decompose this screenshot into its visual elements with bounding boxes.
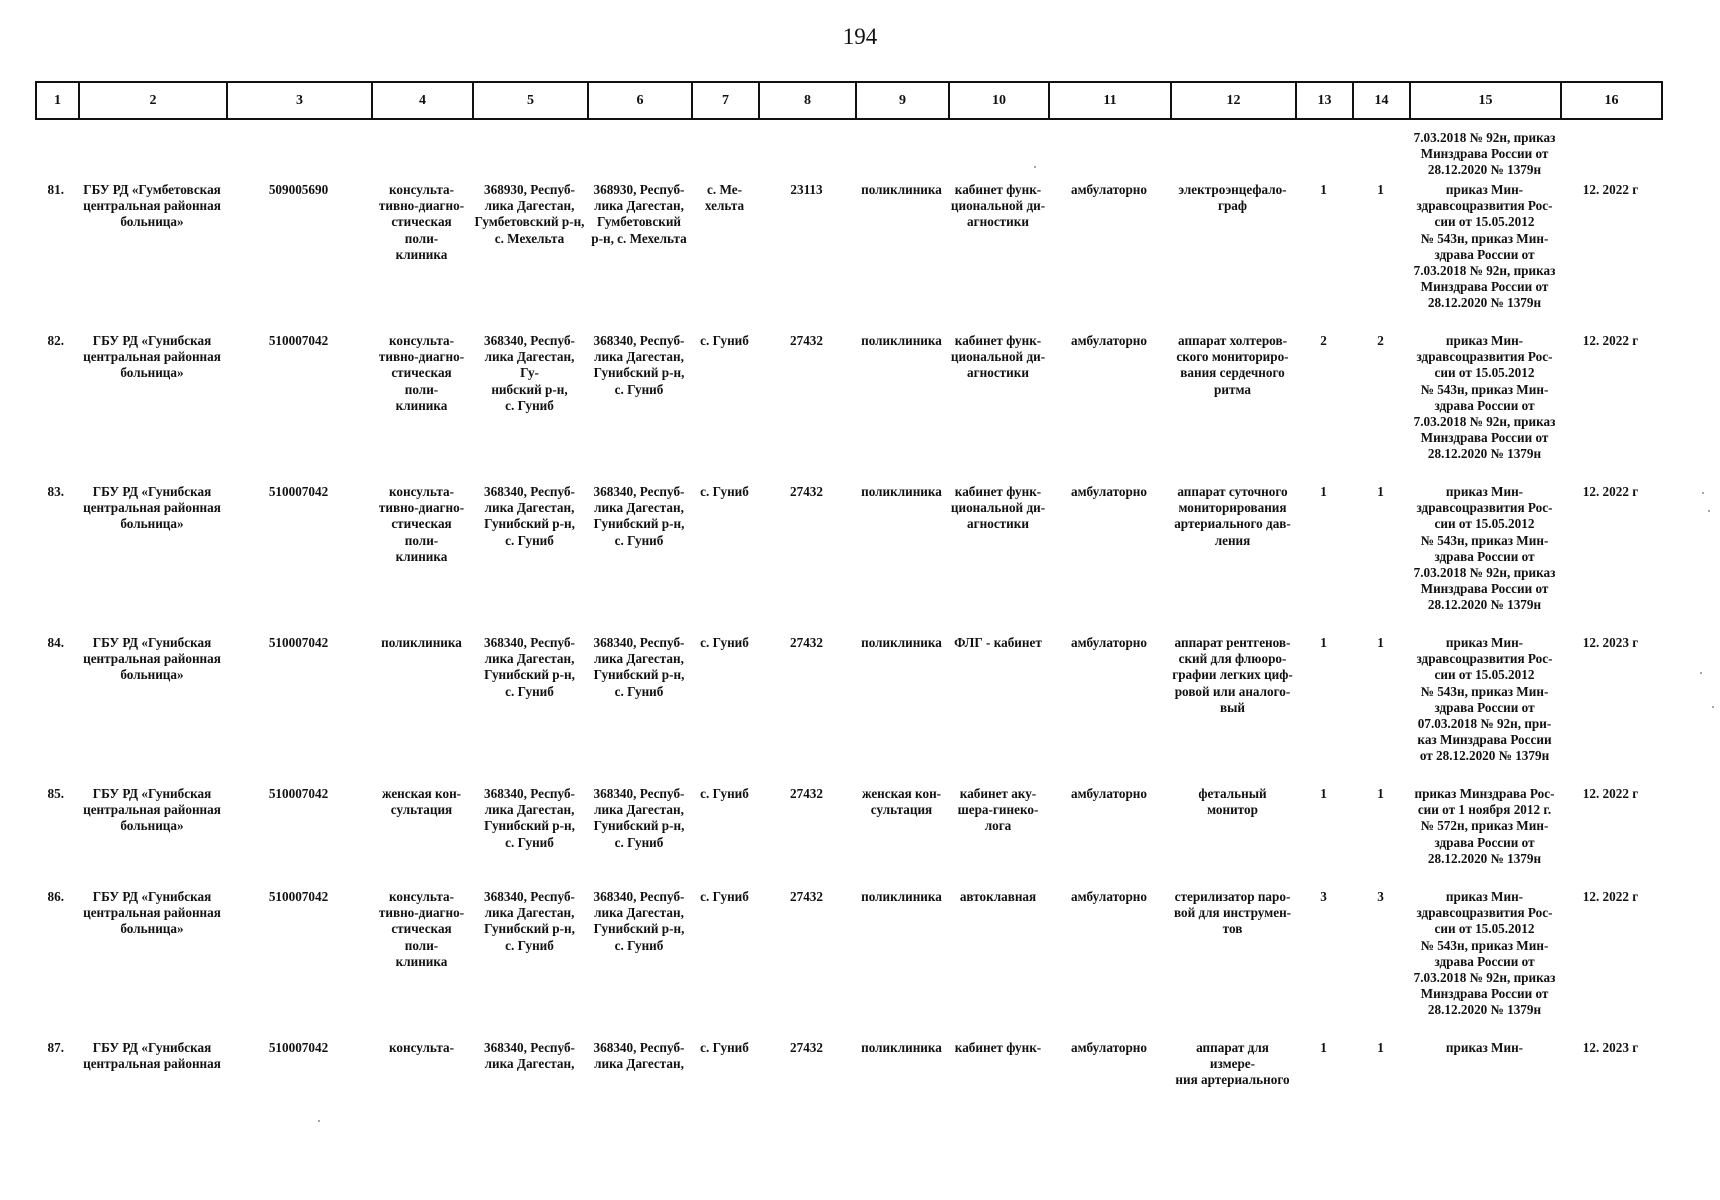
actual-address: 368340, Респуб- лика Дагестан, Гунибский р-н, с. Гуниб [593,484,685,548]
deadline: 12. 2022 г [1582,889,1639,904]
scan-speck [318,1120,320,1122]
quantity-required: 1 [1320,635,1327,650]
settlement: с. Гуниб [700,889,749,904]
table-row [35,635,1661,786]
organization-name: ГБУ РД «Гумбетовская центральная районная больница» [83,182,221,230]
organization-code: 510007042 [268,635,329,650]
header-cell: 14 [1353,82,1410,119]
deadline: 12. 2022 г [1582,333,1639,348]
settlement-code: 23113 [790,182,823,197]
equipment-name: аппарат суточного мониторирования артериального дав- ления [1174,484,1291,548]
care-conditions: амбулаторно [1070,635,1147,650]
row-number: 87. [47,1040,64,1055]
care-conditions: амбулаторно [1070,333,1147,348]
equipment-table [35,130,1661,1100]
row-number: 82. [47,333,64,348]
room: автоклавная [959,889,1037,904]
header-cell: 2 [79,82,227,119]
care-conditions: амбулаторно [1070,1040,1147,1055]
room: ФЛГ - кабинет [954,635,1042,650]
quantity-planned: 3 [1377,889,1384,904]
quantity-planned: 1 [1377,182,1384,197]
care-conditions: амбулаторно [1070,889,1147,904]
unit-type: консульта- тивно-диагно- стическая поли- клиника [378,333,465,413]
deadline: 12. 2022 г [1582,484,1639,499]
header-cell: 1 [36,82,79,119]
legal-address: 368340, Респуб- лика Дагестан, Гунибский р-н, с. Гуниб [484,786,575,850]
equipment-name: фетальный монитор [1198,786,1267,818]
regulatory-basis: приказ Мин- здравсоцразвития Рос- сии от 15.05.2012 № 543н, приказ Мин- здрава России от 7.03.2018 № 92н, приказ Минздрава России от 28.12.2020 № 1379н [1413,333,1556,462]
department: поликлиника [861,484,942,499]
quantity-required: 1 [1320,786,1327,801]
department: поликлиника [861,889,942,904]
carryover-row [35,130,1661,182]
header-cell: 6 [588,82,692,119]
department: поликлиника [861,333,942,348]
scan-speck [1708,510,1710,512]
department: поликлиника [861,635,942,650]
settlement: с. Ме- хельта [704,182,745,214]
unit-type: поликлиника [381,635,462,650]
legal-address: 368340, Респуб- лика Дагестан, [484,1040,575,1072]
regulatory-basis: приказ Мин- здравсоцразвития Рос- сии от 15.05.2012 № 543н, приказ Мин- здрава России от 7.03.2018 № 92н, приказ Минздрава России от 28.12.2020 № 1379н [1413,484,1556,613]
room: кабинет функ- циональной ди- агностики [950,333,1046,381]
care-conditions: амбулаторно [1070,484,1147,499]
department: поликлиника [861,1040,942,1055]
table-row [35,484,1661,635]
organization-code: 510007042 [268,333,329,348]
room: кабинет аку- шера-гинеко- лога [957,786,1039,834]
quantity-planned: 1 [1377,635,1384,650]
settlement: с. Гуниб [700,635,749,650]
organization-name: ГБУ РД «Гунибская центральная районная больница» [83,484,221,532]
header-cell: 16 [1561,82,1662,119]
settlement-code: 27432 [790,484,823,499]
equipment-name: аппарат холтеров- ского мониториро- вания сердечного ритма [1176,333,1289,397]
settlement: с. Гуниб [700,1040,749,1055]
department: женская кон- сультация [861,786,942,818]
regulatory-basis: приказ Мин- здравсоцразвития Рос- сии от 15.05.2012 № 543н, приказ Мин- здрава России от 7.03.2018 № 92н, приказ Минздрава России от 28.12.2020 № 1379н [1413,889,1556,1018]
quantity-required: 1 [1320,484,1327,499]
table-row [35,786,1661,889]
quantity-planned: 1 [1377,484,1384,499]
legal-address: 368340, Респуб- лика Дагестан, Гунибский р-н, с. Гуниб [484,889,575,953]
actual-address: 368340, Респуб- лика Дагестан, [593,1040,685,1072]
quantity-planned: 2 [1377,333,1384,348]
room: кабинет функ- циональной ди- агностики [950,182,1046,230]
deadline: 12. 2022 г [1582,786,1639,801]
scan-speck [1034,166,1036,168]
scan-speck [1700,672,1702,674]
organization-code: 510007042 [268,786,329,801]
quantity-planned: 1 [1377,1040,1384,1055]
regulatory-basis: приказ Мин- [1445,1040,1524,1055]
scan-speck [1702,492,1704,494]
equipment-name: аппарат рентгенов- ский для флюоро- графии легких циф- ровой или аналого- вый [1172,635,1293,715]
carryover-text: 7.03.2018 № 92н, приказ Минздрава России от 28.12.2020 № 1379н [1413,130,1556,178]
settlement: с. Гуниб [700,333,749,348]
care-conditions: амбулаторно [1070,786,1147,801]
table-row [35,889,1661,1040]
settlement-code: 27432 [790,786,823,801]
header-cell: 9 [856,82,949,119]
scan-speck [1712,706,1714,708]
legal-address: 368340, Респуб- лика Дагестан, Гунибский р-н, с. Гуниб [484,484,575,548]
settlement-code: 27432 [790,635,823,650]
header-cell: 4 [372,82,473,119]
deadline: 12. 2022 г [1582,182,1639,197]
legal-address: 368340, Респуб- лика Дагестан, Гу- нибский р-н, с. Гуниб [484,333,575,413]
care-conditions: амбулаторно [1070,182,1147,197]
department: поликлиника [861,182,942,197]
settlement: с. Гуниб [700,484,749,499]
actual-address: 368340, Респуб- лика Дагестан, Гунибский р-н, с. Гуниб [593,635,685,699]
unit-type: консульта- тивно-диагно- стическая поли- клиника [378,484,465,564]
quantity-planned: 1 [1377,786,1384,801]
header-cell: 11 [1049,82,1171,119]
header-cell: 8 [759,82,856,119]
equipment-name: электроэнцефало- граф [1178,182,1287,214]
legal-address: 368930, Респуб- лика Дагестан, Гумбетовский р-н, с. Мехельта [474,182,585,246]
table-row [35,182,1661,333]
room: кабинет функ- [954,1040,1042,1055]
actual-address: 368930, Респуб- лика Дагестан, Гумбетовский р-н, с. Мехельта [591,182,687,246]
regulatory-basis: приказ Минздрава Рос- сии от 1 ноября 2012 г. № 572н, приказ Мин- здрава России от 28.12.2020 № 1379н [1414,786,1555,866]
actual-address: 368340, Респуб- лика Дагестан, Гунибский р-н, с. Гуниб [593,333,685,397]
quantity-required: 1 [1320,1040,1327,1055]
settlement-code: 27432 [790,333,823,348]
actual-address: 368340, Респуб- лика Дагестан, Гунибский р-н, с. Гуниб [593,889,685,953]
table-row [35,333,1661,484]
organization-name: ГБУ РД «Гунибская центральная районная [83,1040,221,1072]
settlement-code: 27432 [790,889,823,904]
row-number: 84. [47,635,64,650]
organization-code: 509005690 [268,182,329,197]
header-cell: 3 [227,82,372,119]
deadline: 12. 2023 г [1582,1040,1639,1055]
room: кабинет функ- циональной ди- агностики [950,484,1046,532]
unit-type: консульта- [388,1040,455,1055]
organization-name: ГБУ РД «Гунибская центральная районная больница» [83,333,221,381]
organization-code: 510007042 [268,1040,329,1055]
row-number: 85. [47,786,64,801]
equipment-name: стерилизатор паро- вой для инструмен- тов [1173,889,1292,937]
quantity-required: 1 [1320,182,1327,197]
organization-code: 510007042 [268,484,329,499]
quantity-required: 2 [1320,333,1327,348]
legal-address: 368340, Респуб- лика Дагестан, Гунибский р-н, с. Гуниб [484,635,575,699]
header-cell: 10 [949,82,1049,119]
organization-name: ГБУ РД «Гунибская центральная районная больница» [83,635,221,683]
quantity-required: 3 [1320,889,1327,904]
regulatory-basis: приказ Мин- здравсоцразвития Рос- сии от 15.05.2012 № 543н, приказ Мин- здрава России от 7.03.2018 № 92н, приказ Минздрава России от 28.12.2020 № 1379н [1413,182,1556,311]
unit-type: женская кон- сультация [381,786,462,818]
header-cell: 7 [692,82,759,119]
header-cell: 13 [1296,82,1353,119]
table-row [35,1040,1661,1100]
unit-type: консульта- тивно-диагно- стическая поли- клиника [378,182,465,262]
column-number-header [35,81,1663,120]
row-number: 81. [47,182,64,197]
header-cell: 5 [473,82,588,119]
equipment-name: аппарат для измере- ния артериального [1175,1040,1290,1088]
page-number: 194 [842,24,878,49]
actual-address: 368340, Респуб- лика Дагестан, Гунибский р-н, с. Гуниб [593,786,685,850]
row-number: 83. [47,484,64,499]
organization-name: ГБУ РД «Гунибская центральная районная больница» [83,786,221,834]
header-cell: 12 [1171,82,1296,119]
header-row [36,82,1662,119]
header-cell: 15 [1410,82,1561,119]
regulatory-basis: приказ Мин- здравсоцразвития Рос- сии от 15.05.2012 № 543н, приказ Мин- здрава России от 07.03.2018 № 92н, при- каз Минздрава России от 28.12.2020 № 1379н [1416,635,1553,764]
deadline: 12. 2023 г [1582,635,1639,650]
settlement-code: 27432 [790,1040,823,1055]
settlement: с. Гуниб [700,786,749,801]
organization-name: ГБУ РД «Гунибская центральная районная больница» [83,889,221,937]
unit-type: консульта- тивно-диагно- стическая поли- клиника [378,889,465,969]
organization-code: 510007042 [268,889,329,904]
row-number: 86. [47,889,64,904]
